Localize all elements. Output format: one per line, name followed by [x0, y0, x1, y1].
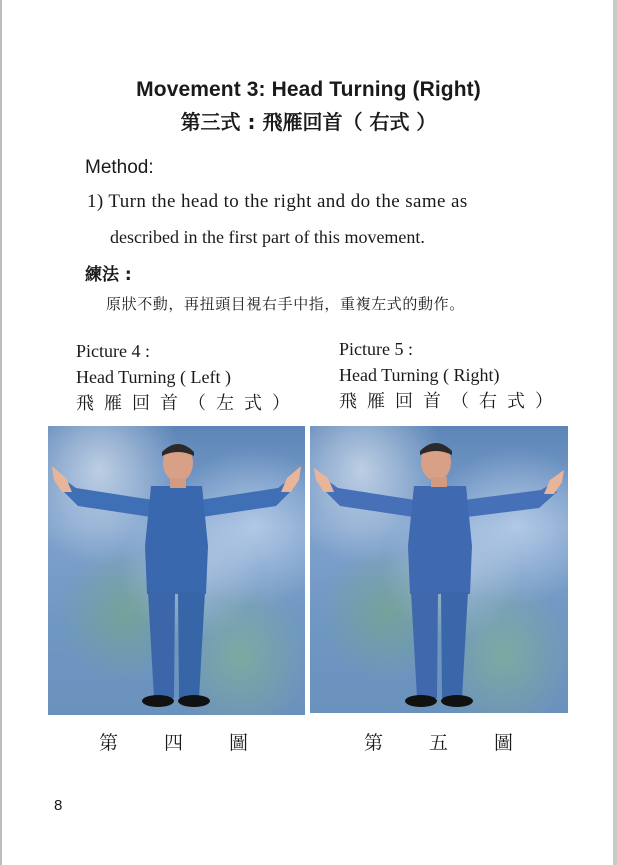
picture-5-title-zh: 飛雁回首（右式）: [339, 391, 563, 412]
picture-4-title: Head Turning ( Left ): [76, 367, 231, 387]
caption-char: 圖: [229, 732, 249, 754]
method-step-1: 1) Turn the head to the right and do the same as: [87, 191, 468, 212]
picture-4-title-zh: 飛雁回首（左式）: [76, 393, 300, 414]
page-number: 8: [54, 797, 63, 814]
caption-char: 四: [164, 732, 184, 754]
practice-text: 原狀不動，再扭頭目視右手中指，重複左式的動作。: [106, 295, 465, 313]
picture-4-label: Picture 4 :: [76, 341, 150, 361]
caption-char: 第: [99, 732, 119, 754]
picture-5-label: Picture 5 :: [339, 339, 413, 359]
man-arms-outstretched-figure: [48, 426, 305, 715]
title-english: Movement 3: Head Turning (Right): [136, 78, 481, 101]
caption-char: 圖: [494, 732, 514, 754]
picture-5-photo: [310, 426, 568, 713]
picture-5-title: Head Turning ( Right): [339, 365, 500, 385]
picture-5-caption: [339, 336, 563, 415]
method-heading: Method:: [85, 157, 154, 178]
man-arms-outstretched-figure: [310, 426, 568, 713]
title-chinese: 第三式 : 飛雁回首（ 右式 ）: [180, 110, 437, 134]
picture-4-photo: [48, 426, 305, 715]
picture-4-caption: [76, 338, 300, 417]
caption-char: 五: [429, 732, 449, 754]
method-step-1-continued: described in the first part of this movement.: [110, 227, 425, 247]
practice-heading: 練法 :: [85, 265, 132, 285]
caption-char: 第: [364, 732, 384, 754]
